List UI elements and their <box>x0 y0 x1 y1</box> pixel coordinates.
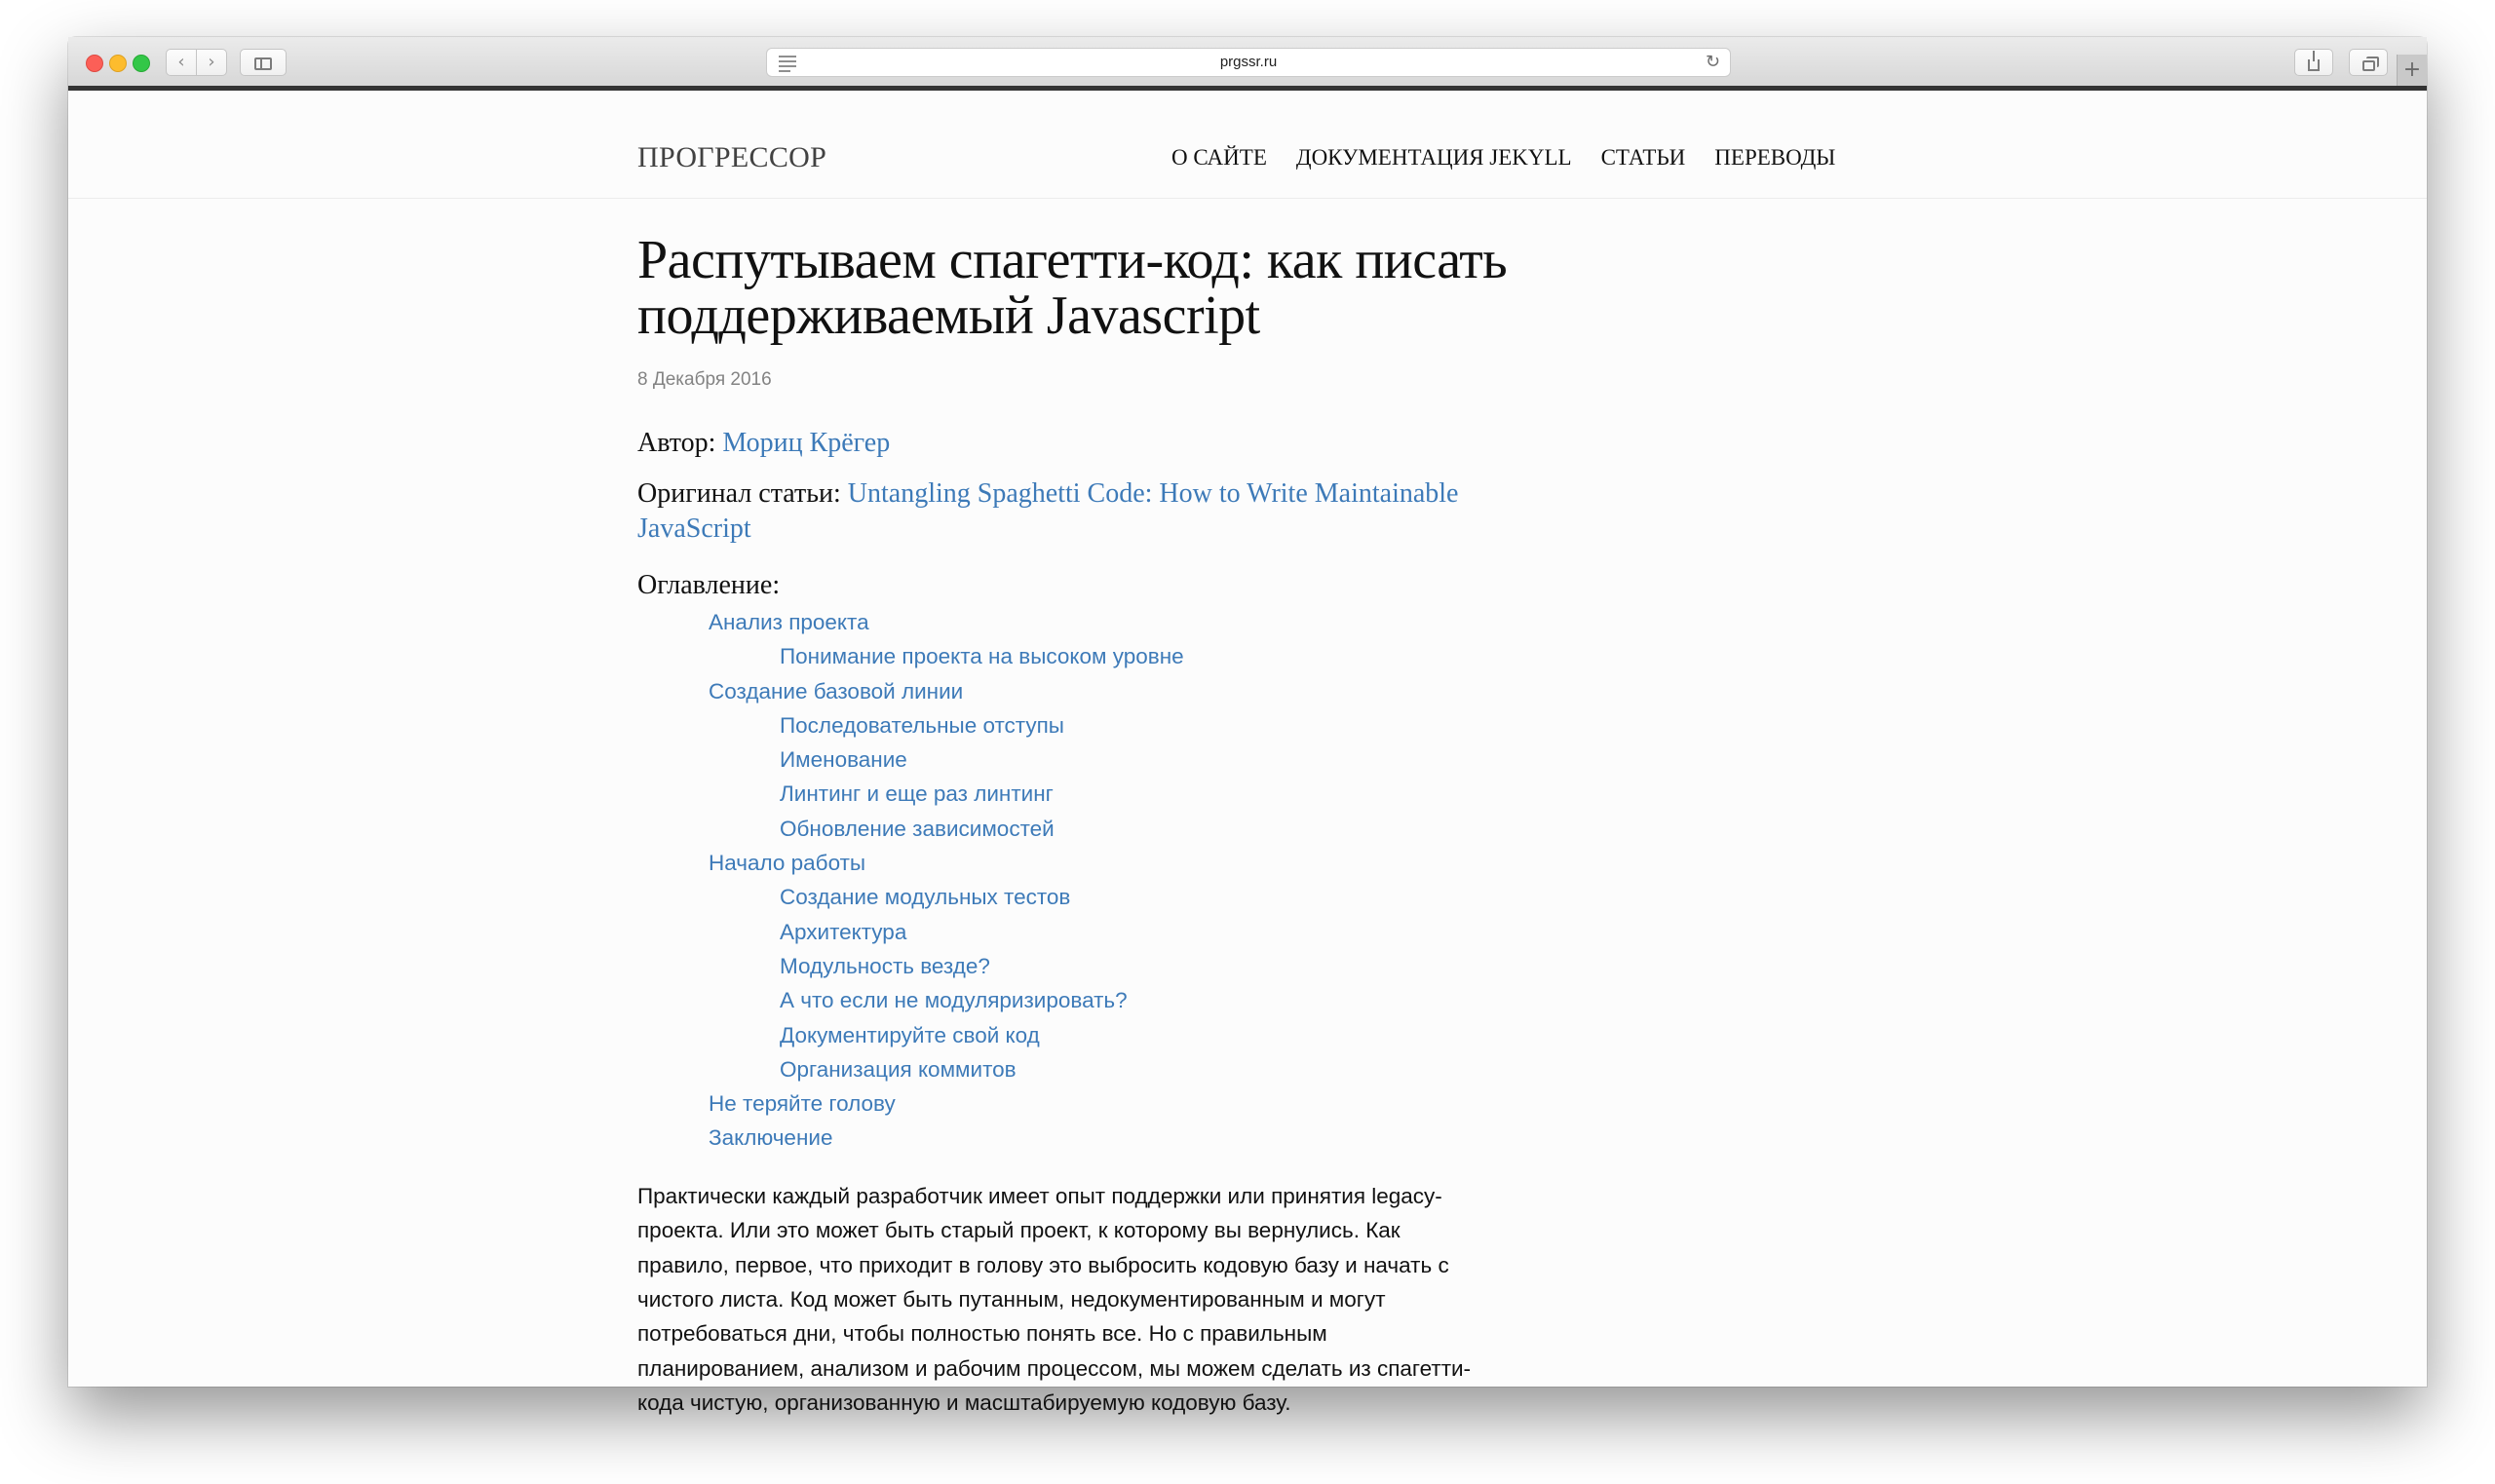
reload-icon[interactable]: ↻ <box>1705 52 1720 72</box>
site-header <box>68 91 2427 199</box>
minimize-window-button[interactable] <box>109 55 127 72</box>
toc-link[interactable]: Анализ проекта <box>709 610 869 634</box>
author-link[interactable]: Мориц Крёгер <box>722 428 891 458</box>
toc-link[interactable]: Линтинг и еще раз линтинг <box>780 781 1054 807</box>
intro-line: кода чистую, организованную и масштабируемую кодовую базу. <box>637 1390 1291 1416</box>
zoom-window-button[interactable] <box>133 55 150 72</box>
plus-icon: + <box>2402 57 2422 82</box>
site-title-link[interactable]: ПРОГРЕССОР <box>637 141 827 173</box>
share-icon <box>2308 59 2320 71</box>
toc-link[interactable]: Последовательные отступы <box>780 712 1064 738</box>
toc-heading: Оглавление: <box>637 570 781 600</box>
toc-link[interactable]: Не теряйте голову <box>709 1091 896 1117</box>
toc-item <box>637 915 1515 949</box>
toc-item <box>637 777 1515 811</box>
author-line <box>637 426 1515 461</box>
back-button[interactable] <box>166 49 197 76</box>
sidebar-icon <box>254 57 272 70</box>
tabs-icon <box>2362 60 2375 71</box>
table-of-contents <box>637 605 1515 1156</box>
toc-link[interactable]: Обновление зависимостей <box>780 816 1055 841</box>
nav-link-about[interactable]: О САЙТЕ <box>1171 145 1267 170</box>
post-title: Распутываем спагетти-код: как писать поддерживаемый Javascript <box>637 230 1508 346</box>
toc-link[interactable]: Создание базовой линии <box>709 678 964 704</box>
show-all-tabs-button[interactable] <box>2349 49 2388 76</box>
nav-link-jekyll-docs[interactable]: ДОКУМЕНТАЦИЯ JEKYLL <box>1295 145 1572 170</box>
toc-link[interactable]: А что если не модуляризировать? <box>780 988 1128 1013</box>
nav-link-translations[interactable]: ПЕРЕВОДЫ <box>1714 145 1836 170</box>
toc-item <box>637 983 1515 1017</box>
intro-line: планированием, анализом и рабочим процессом, мы можем сделать из спагетти- <box>637 1355 1472 1381</box>
toc-item <box>637 605 1515 639</box>
chevron-right-icon: › <box>208 52 215 72</box>
toc-link[interactable]: Организация коммитов <box>780 1056 1017 1082</box>
intro-line: чистого листа. Код может быть путанным, недокументированным и могут <box>637 1286 1386 1312</box>
show-sidebar-button[interactable] <box>240 49 287 76</box>
toc-item <box>637 880 1515 914</box>
toc-item <box>637 1052 1515 1086</box>
toc-link[interactable]: Заключение <box>709 1125 833 1151</box>
toc-link[interactable]: Архитектура <box>780 919 907 944</box>
toc-item <box>637 949 1515 983</box>
intro-line: проекта. Или это может быть старый проект, к которому вы вернулись. Как <box>637 1218 1401 1243</box>
original-label: Оригинал статьи: <box>637 478 841 509</box>
url-text: prgssr.ru <box>1219 54 1278 70</box>
toc-item <box>637 1121 1515 1155</box>
toc-link[interactable]: Именование <box>780 747 907 773</box>
address-bar[interactable] <box>766 48 1731 77</box>
author-label: Автор: <box>637 428 716 458</box>
toc-item <box>637 742 1515 777</box>
toc-link[interactable]: Документируйте свой код <box>780 1022 1040 1047</box>
toc-item <box>637 1086 1515 1121</box>
nav-link-articles[interactable]: СТАТЬИ <box>1600 145 1686 170</box>
toc-item <box>637 639 1515 673</box>
post-date: 8 Декабря 2016 <box>637 369 772 390</box>
chevron-left-icon: ‹ <box>177 52 185 72</box>
toc-link[interactable]: Начало работы <box>709 851 866 876</box>
original-line <box>637 476 1515 547</box>
close-window-button[interactable] <box>86 55 103 72</box>
toc-link[interactable]: Создание модульных тестов <box>780 885 1071 910</box>
browser-window <box>68 37 2427 1416</box>
post-content <box>637 198 1515 1421</box>
toc-item <box>637 812 1515 846</box>
browser-toolbar <box>68 37 2427 87</box>
toc-item <box>637 708 1515 742</box>
new-tab-button[interactable] <box>2397 55 2427 86</box>
toc-link[interactable]: Модульность везде? <box>780 953 990 978</box>
toc-link[interactable]: Понимание проекта на высоком уровне <box>780 644 1184 669</box>
intro-line: Практически каждый разработчик имеет опыт поддержки или принятия legacy- <box>637 1183 1442 1208</box>
share-button[interactable] <box>2294 49 2333 76</box>
intro-line: потребоваться дни, чтобы полностью понять все. Но с правильным <box>637 1321 1327 1347</box>
site-nav <box>1171 145 1835 171</box>
intro-line: правило, первое, что приходит в голову это выбросить кодовую базу и начать с <box>637 1252 1449 1277</box>
toc-item <box>637 846 1515 880</box>
toc-item <box>637 1018 1515 1052</box>
intro-paragraph <box>637 1179 1515 1421</box>
toc-item <box>637 674 1515 708</box>
original-article-link[interactable]: Untangling Spaghetti Code: How to Write Maintainable JavaScript <box>637 478 1459 544</box>
forward-button[interactable] <box>196 49 227 76</box>
